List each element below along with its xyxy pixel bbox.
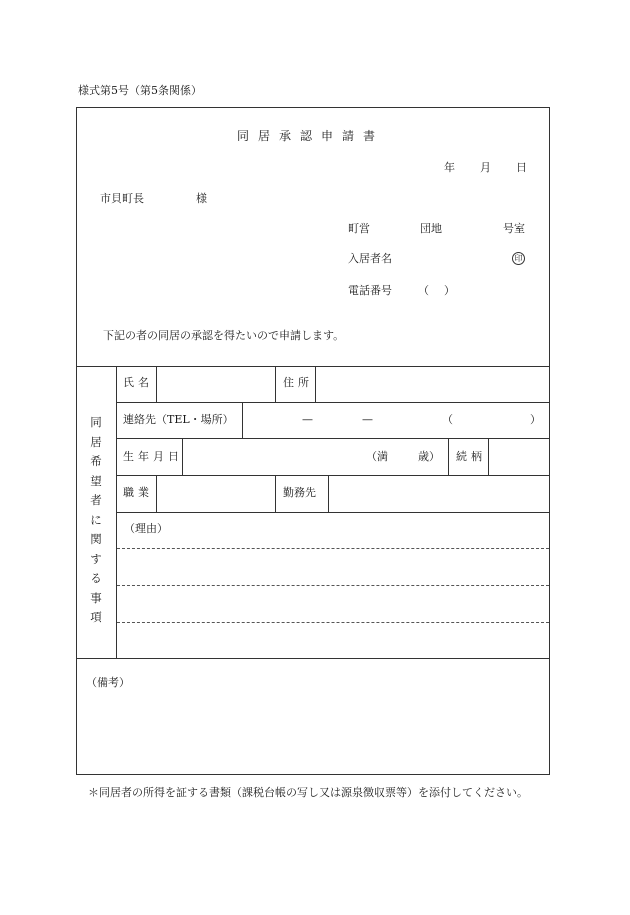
address-label: 住所 bbox=[283, 376, 313, 389]
remarks-label: （備考） bbox=[86, 676, 130, 689]
occupation-label: 職業 bbox=[123, 486, 153, 499]
workplace-label: 勤務先 bbox=[283, 486, 316, 499]
phone-paren-open: （ bbox=[418, 284, 429, 297]
grid-line bbox=[116, 475, 550, 476]
grid-line bbox=[275, 475, 276, 512]
grid-line bbox=[156, 475, 157, 512]
contact-dash-1: — bbox=[302, 413, 313, 426]
date-month-label: 月 bbox=[480, 161, 491, 174]
section-vertical-label: 同居希望者に関する事項 bbox=[90, 415, 102, 624]
form-title: 同居承認申請書 bbox=[237, 129, 385, 143]
age-open: （満 bbox=[366, 450, 388, 463]
remarks-divider bbox=[76, 658, 550, 659]
grid-line bbox=[182, 438, 183, 475]
date-year-label: 年 bbox=[444, 161, 455, 174]
form-number: 様式第5号（第5条関係） bbox=[78, 84, 202, 97]
housing-label: 町営 bbox=[348, 222, 370, 235]
contact-paren-open: （ bbox=[442, 413, 453, 426]
date-day-label: 日 bbox=[516, 161, 527, 174]
complex-label: 団地 bbox=[420, 222, 442, 235]
section-top-line bbox=[76, 366, 550, 367]
grid-line bbox=[448, 438, 449, 475]
grid-line bbox=[328, 475, 329, 512]
form-frame bbox=[76, 107, 550, 775]
addressee-name: 市貝町長 bbox=[100, 192, 144, 205]
grid-line bbox=[315, 366, 316, 402]
contact-dash-2: — bbox=[362, 413, 373, 426]
grid-line bbox=[242, 402, 243, 438]
relation-label: 続柄 bbox=[456, 450, 486, 463]
dob-label: 生年月日 bbox=[123, 450, 183, 463]
statement-text: 下記の者の同居の承認を得たいので申請します。 bbox=[103, 329, 345, 342]
contact-paren-close: ） bbox=[530, 413, 541, 426]
reason-line bbox=[117, 585, 549, 586]
grid-line bbox=[156, 366, 157, 402]
addressee-honorific: 様 bbox=[196, 192, 207, 205]
contact-label: 連絡先（TEL・場所） bbox=[123, 413, 234, 426]
footnote: ＊同居者の所得を証する書類（課税台帳の写し又は源泉徴収票等）を添付してください。 bbox=[88, 786, 528, 799]
grid-line bbox=[275, 366, 276, 402]
name-label: 氏名 bbox=[123, 376, 153, 389]
phone-paren-close: ） bbox=[444, 284, 455, 297]
grid-line bbox=[488, 438, 489, 475]
phone-label: 電話番号 bbox=[348, 284, 392, 297]
resident-name-label: 入居者名 bbox=[348, 252, 392, 265]
seal-icon: 印 bbox=[512, 252, 525, 265]
age-close: 歳） bbox=[418, 450, 440, 463]
grid-line bbox=[116, 512, 550, 513]
reason-line bbox=[117, 548, 549, 549]
reason-label: （理由） bbox=[124, 522, 168, 535]
grid-line bbox=[116, 402, 550, 403]
room-label: 号室 bbox=[503, 222, 525, 235]
reason-line bbox=[117, 622, 549, 623]
